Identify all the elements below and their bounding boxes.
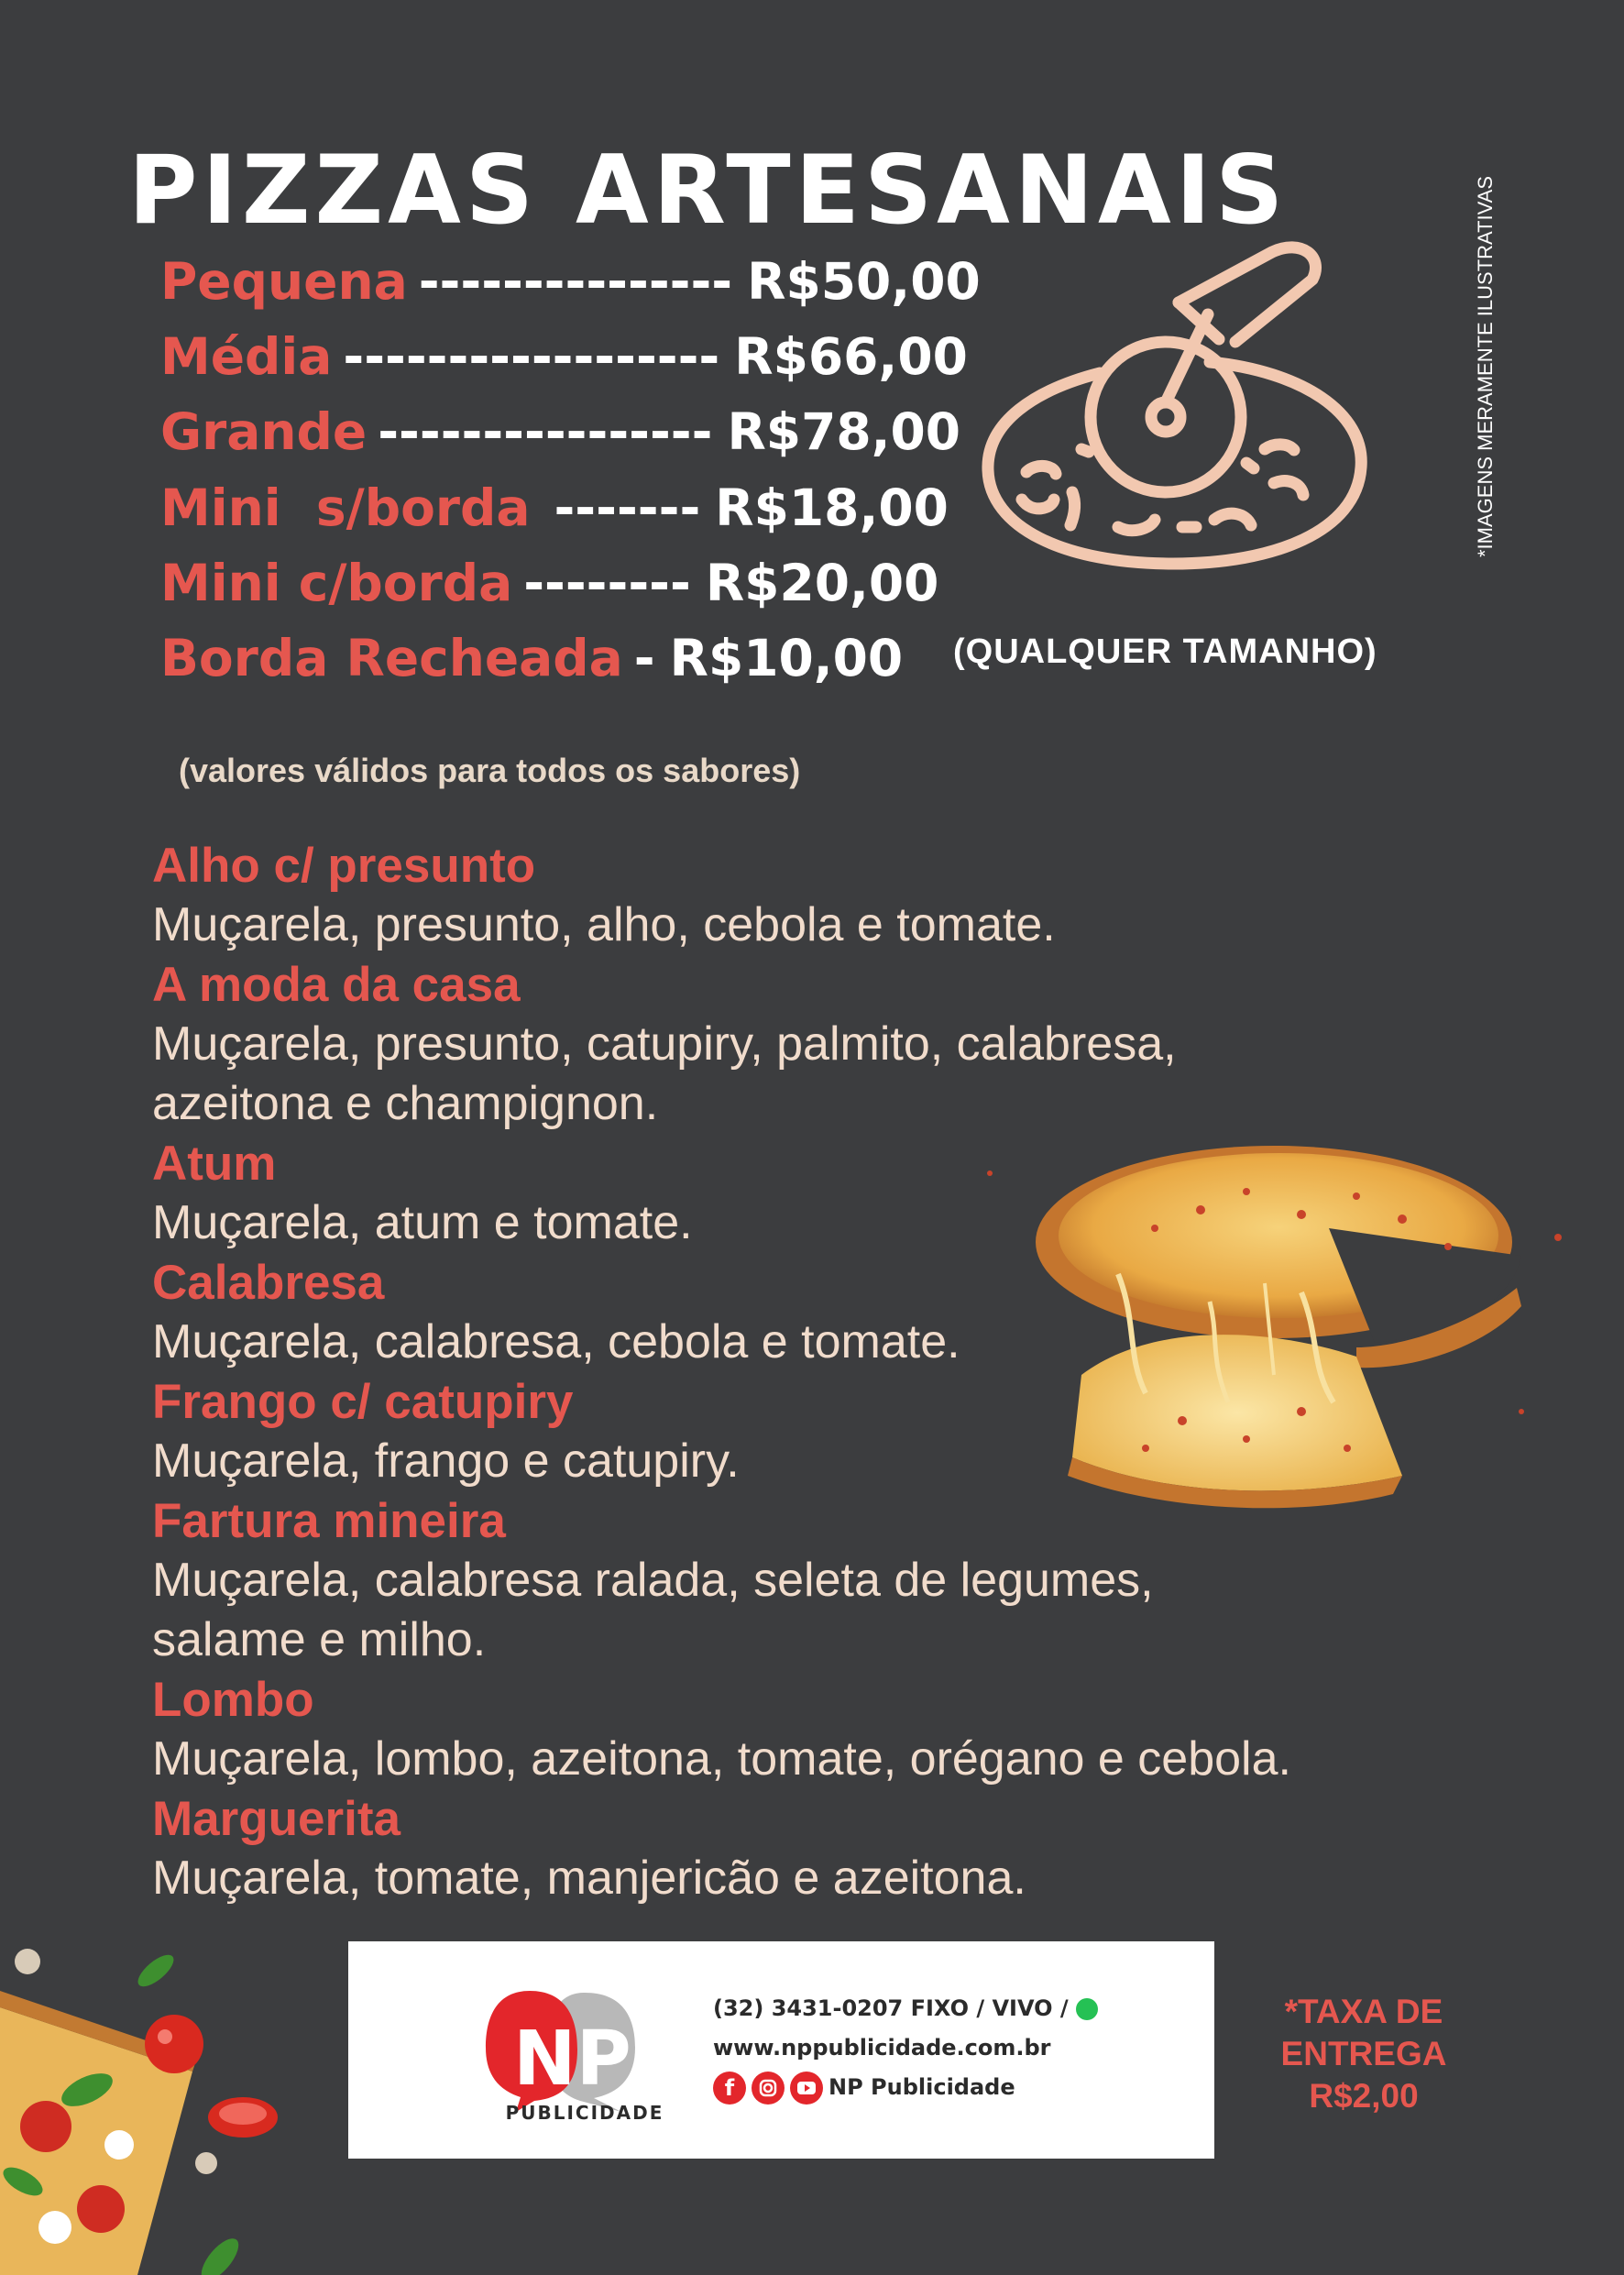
price-leader: --------------- [418, 252, 733, 311]
flavor-description: Muçarela, presunto, alho, cebola e tomate. [152, 898, 1056, 951]
price-value: R$20,00 [705, 554, 939, 612]
flavor-name: Alho c/ presunto [152, 839, 536, 893]
price-row-grande [160, 400, 960, 464]
pizza-cutter-icon [971, 234, 1375, 582]
size-label: Média [160, 327, 333, 386]
size-label: Borda Recheada [160, 629, 623, 687]
social-handle: NP Publicidade [828, 2074, 1015, 2100]
np-publicidade-logo [484, 1984, 686, 2121]
flavor-description: Muçarela, lombo, azeitona, tomate, orégano e cebola. [152, 1732, 1291, 1786]
size-label: Pequena [160, 252, 408, 311]
flavor-description: Muçarela, atum e tomate. [152, 1196, 693, 1249]
pizza-photo [971, 1127, 1595, 1531]
price-leader: -------- [523, 554, 691, 612]
price-leader: ---------------- [378, 402, 713, 461]
advertiser-card [348, 1941, 1214, 2159]
flavor-item [152, 1789, 1481, 1908]
flavor-description: Muçarela, frango e catupiry. [152, 1434, 740, 1488]
flavor-name: Lombo [152, 1673, 314, 1727]
flavor-description: Muçarela, calabresa ralada, seleta de legumes, [152, 1554, 1154, 1607]
delivery-fee [1254, 1991, 1474, 2117]
size-label: Mini c/borda [160, 554, 513, 612]
flavor-item [152, 836, 1481, 955]
illustrative-images-note: *IMAGENS MERAMENTE ILUSTRATIVAS [1474, 175, 1497, 558]
flavor-name: Fartura mineira [152, 1494, 506, 1548]
pizza-slice-photo [0, 1934, 302, 2275]
price-leader: ------- [554, 478, 701, 537]
flavor-name: Frango c/ catupiry [152, 1375, 574, 1429]
flavor-description: Muçarela, tomate, manjericão e azeitona. [152, 1852, 1026, 1905]
youtube-icon[interactable] [790, 2072, 823, 2105]
delivery-fee-line: *TAXA DE [1284, 1993, 1443, 2030]
social-line [713, 2068, 1098, 2107]
delivery-fee-value: R$2,00 [1309, 2077, 1419, 2115]
price-value: R$10,00 [669, 629, 904, 687]
flavor-item [152, 1670, 1481, 1789]
price-leader: ------------------ [343, 327, 720, 386]
price-value: R$66,00 [734, 327, 968, 386]
flavor-name: A moda da casa [152, 958, 521, 1012]
flavor-description: Muçarela, presunto, catupiry, palmito, calabresa, [152, 1017, 1177, 1071]
whatsapp-icon [1076, 1998, 1098, 2020]
phone-number: (32) 3431-0207 FIXO / VIVO / [713, 1995, 1069, 2021]
price-value: R$78,00 [727, 402, 961, 461]
any-size-note: (QUALQUER TAMANHO) [953, 632, 1377, 671]
page-title: PIZZAS ARTESANAIS [128, 136, 1289, 246]
price-row-pequena [160, 249, 981, 313]
flavor-description: Muçarela, calabresa, cebola e tomate. [152, 1315, 960, 1368]
price-leader: - [633, 629, 655, 687]
flavor-description: salame e milho. [152, 1613, 487, 1666]
flavor-name: Calabresa [152, 1256, 385, 1310]
price-row-media [160, 324, 968, 389]
contact-info [713, 1989, 1098, 2107]
np-logo-letters: NP [513, 2016, 631, 2103]
price-row-mini-com-borda [160, 551, 938, 615]
facebook-icon[interactable]: f [713, 2072, 746, 2105]
price-value: R$18,00 [715, 478, 949, 537]
valid-prices-note: (valores válidos para todos os sabores) [179, 752, 801, 789]
instagram-icon[interactable] [752, 2072, 785, 2105]
flavor-name: Atum [152, 1137, 277, 1191]
phone-line [713, 1989, 1098, 2028]
flavor-description: azeitona e champignon. [152, 1077, 659, 1130]
price-row-mini-sem-borda [160, 476, 949, 540]
price-row-borda-recheada [160, 626, 903, 690]
website-link[interactable]: www.nppublicidade.com.br [713, 2035, 1051, 2061]
size-label: Grande [160, 402, 368, 461]
flavor-item [152, 955, 1481, 1134]
flavor-name: Marguerita [152, 1792, 401, 1846]
np-logo-word: PUBLICIDADE [505, 2102, 664, 2121]
delivery-fee-line: ENTREGA [1280, 2035, 1447, 2072]
price-value: R$50,00 [747, 252, 981, 311]
size-label: Mini s/borda [160, 478, 531, 537]
